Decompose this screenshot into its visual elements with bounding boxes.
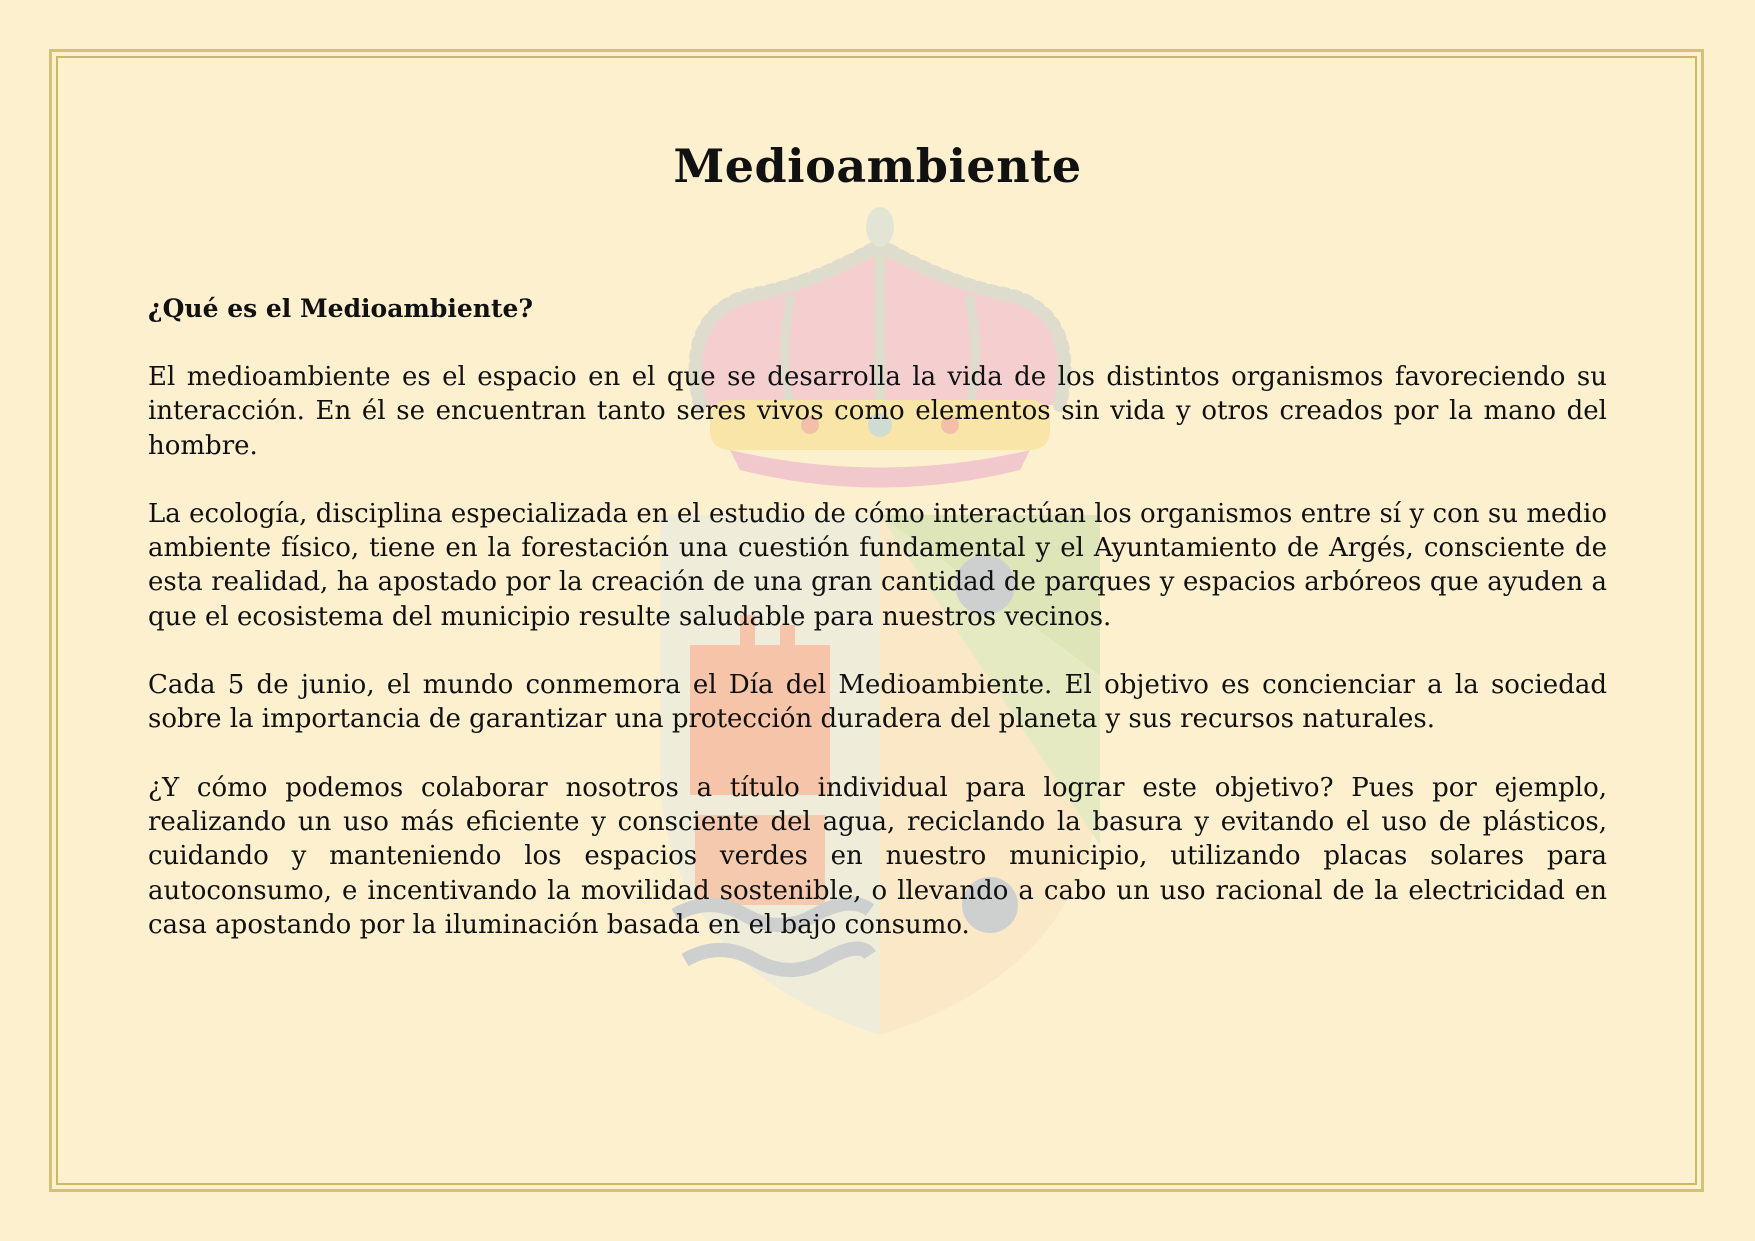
paragraph-environment-day: Cada 5 de junio, el mundo conmemora el Día del Medioambiente. El objetivo es concienciar a la sociedad sobre la importancia de garantizar una protección duradera del planeta y sus recursos naturales. — [148, 670, 1607, 735]
page-title: Medioambiente — [673, 139, 1082, 193]
paragraph-ecology: La ecología, disciplina especializada en el estudio de cómo interactúan los organismos entre sí y con su medio ambiente físico, tiene en la forestación una cuestión fundamental y el Ayuntamiento de Argés, consciente de esta realidad, ha apostado por la creación de una gran cantidad de parques y espacios arbóreos que ayuden a que el ecosistema del municipio resulte saludable para nuestros vecinos. — [148, 498, 1607, 632]
section-heading: ¿Qué es el Medioambiente? — [148, 294, 534, 323]
document-body — [148, 128, 1607, 942]
paragraph-collaboration: ¿Y cómo podemos colaborar nosotros a título individual para lograr este objetivo? Pues por ejemplo, realizando un uso más eficiente y consciente del agua, reciclando la basura y evitando el uso de plásticos, cuidando y manteniendo los espacios verdes en nuestro municipio, utilizando placas solares para autoconsumo, e incentivando la movilidad sostenible, o llevando a cabo un uso racional de la electricidad en casa apostando por la iluminación basada en el bajo consumo. — [148, 772, 1607, 940]
paragraph-definition: El medioambiente es el espacio en el que se desarrolla la vida de los distintos organismos favoreciendo su interacción. En él se encuentran tanto seres vivos como elementos sin vida y otros creados por la mano del hombre. — [148, 362, 1607, 461]
